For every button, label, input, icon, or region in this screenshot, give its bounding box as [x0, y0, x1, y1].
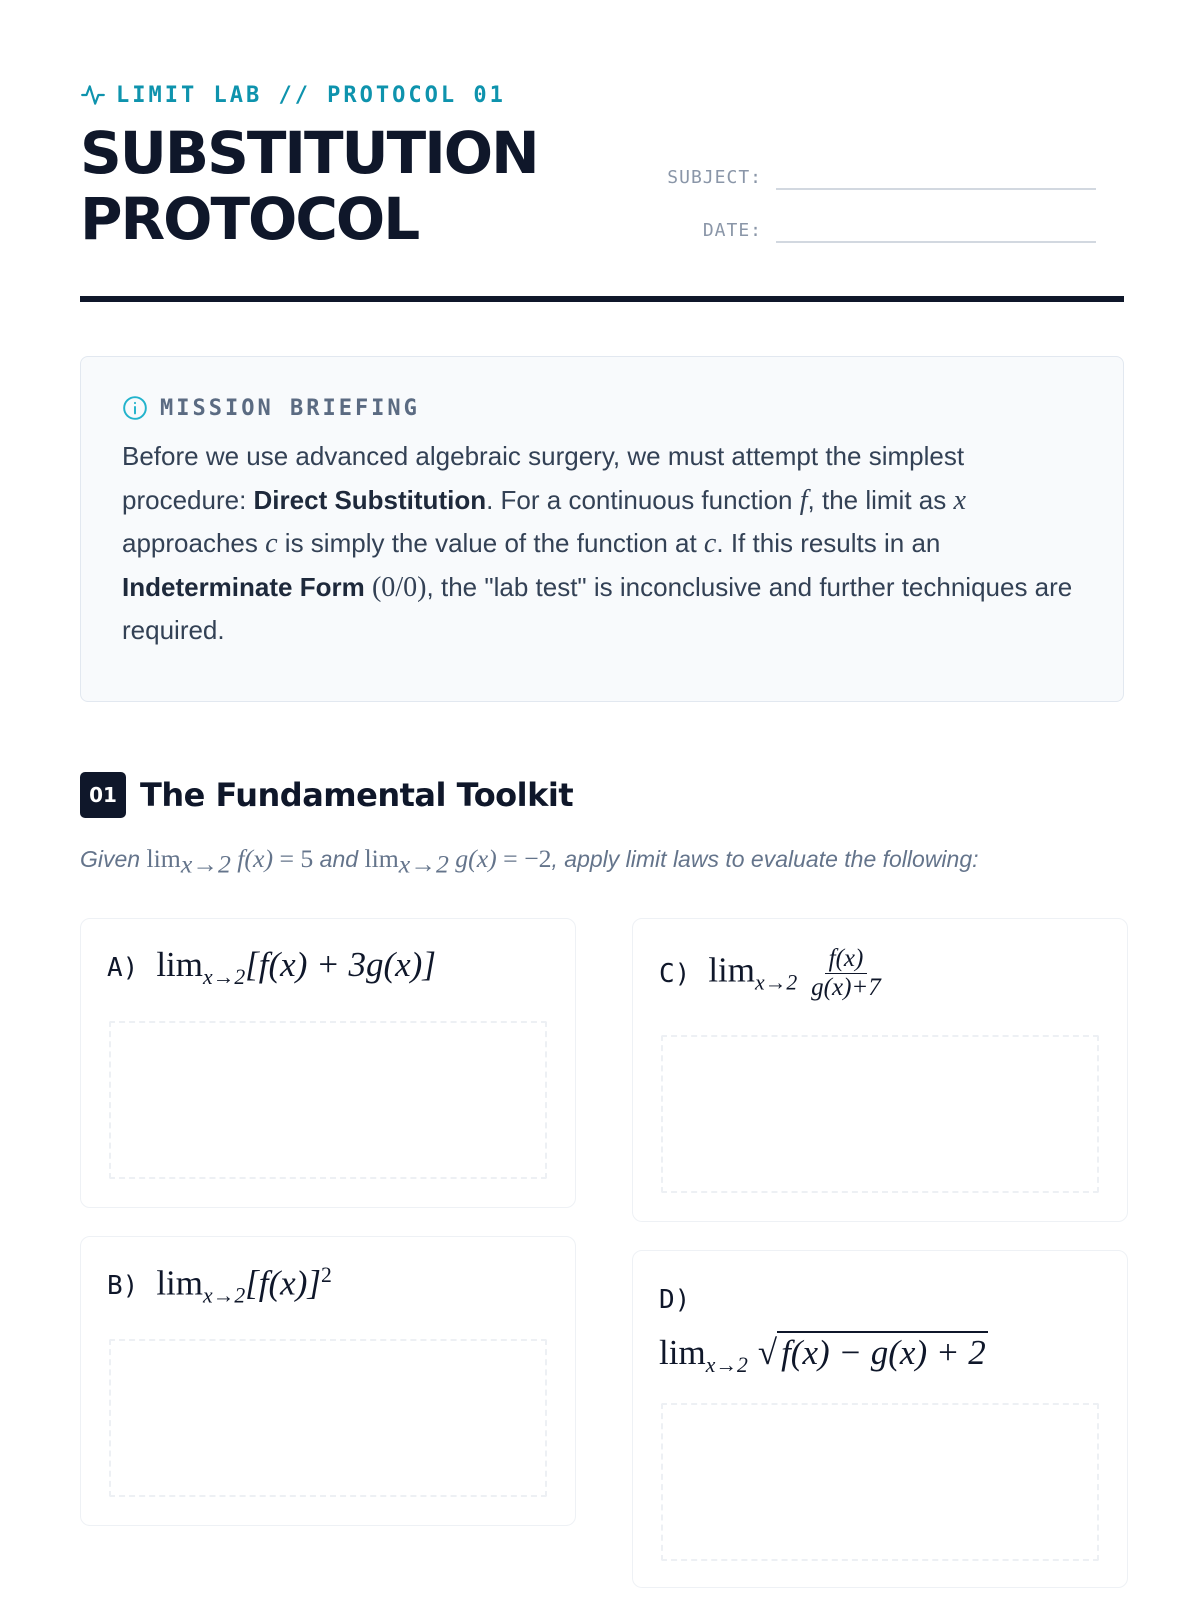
- mission-briefing: [80, 356, 1124, 702]
- problem-card-d: [632, 1250, 1128, 1588]
- problem-d-statement: [659, 1285, 988, 1378]
- eyebrow: [80, 82, 506, 108]
- briefing-text-part: Before we use advanced algebraic surgery, we must attempt the simplest procedure:: [122, 441, 965, 515]
- lim-operator: lim: [708, 950, 755, 990]
- given-text: Given: [80, 846, 147, 872]
- square-root: [758, 1333, 988, 1373]
- exponent: 2: [320, 1263, 332, 1287]
- problem-b-label: B): [107, 1270, 139, 1301]
- subject-label: SUBJECT:: [667, 167, 762, 188]
- section-title: The Fundamental Toolkit: [140, 776, 574, 814]
- fraction-numerator: f(x): [825, 945, 868, 974]
- title-line-1: SUBSTITUTION: [80, 119, 538, 187]
- fraction: [807, 945, 885, 1002]
- title-line-2: PROTOCOL: [80, 185, 419, 253]
- answer-box-c[interactable]: [661, 1035, 1099, 1193]
- lim-operator: lim: [156, 1263, 203, 1303]
- lim-subscript: x→2: [203, 1283, 246, 1308]
- function-term: f(x): [237, 844, 274, 873]
- subject-field[interactable]: [776, 160, 1096, 190]
- math-variable: f: [799, 484, 808, 516]
- answer-box-d[interactable]: [661, 1403, 1099, 1561]
- date-field[interactable]: [776, 213, 1096, 243]
- lim-subscript: x→2: [180, 849, 231, 879]
- problem-card-a: [80, 918, 576, 1208]
- math-variable: x: [953, 484, 966, 516]
- problem-a-label: A): [107, 952, 139, 983]
- section-header: [80, 772, 573, 818]
- briefing-text-part: , the "lab test" is inconclusive and further techniques are required.: [122, 571, 1073, 645]
- subject-row: [667, 160, 1096, 190]
- briefing-text-part: approaches: [122, 528, 266, 558]
- problem-card-c: [632, 918, 1128, 1222]
- indeterminate-form-math: (0/0): [371, 571, 427, 603]
- problem-card-b: [80, 1236, 576, 1526]
- briefing-text: [122, 435, 1083, 653]
- lim-subscript: x→2: [203, 965, 246, 989]
- function-term: g(x): [455, 844, 497, 873]
- limit-body: [f(x)]: [245, 1263, 321, 1303]
- briefing-text-part: , the limit as: [807, 484, 954, 515]
- lim-subscript: x→2: [398, 849, 449, 879]
- date-row: [703, 213, 1096, 243]
- eyebrow-text: LIMIT LAB // PROTOCOL 01: [116, 82, 506, 108]
- problem-d-expression: [659, 1333, 988, 1377]
- fraction-denominator: g(x)+7: [811, 974, 881, 1001]
- lim-operator: lim: [146, 844, 181, 873]
- problem-d-label: D): [659, 1285, 691, 1315]
- lim-subscript: x→2: [705, 1353, 748, 1377]
- problem-a-statement: [107, 945, 436, 990]
- given-text: , apply limit laws to evaluate the following:: [551, 846, 979, 872]
- briefing-text-part: [365, 572, 372, 602]
- briefing-text-part: . For a continuous function: [486, 484, 800, 515]
- pulse-icon: [80, 82, 106, 108]
- problem-c-label: C): [659, 958, 691, 989]
- radicand: f(x) − g(x) + 2: [777, 1331, 988, 1372]
- lim-subscript: x→2: [755, 970, 798, 995]
- briefing-text-part: . If this results in an: [716, 528, 941, 558]
- direct-substitution-term: Direct Substitution: [253, 484, 487, 515]
- page-title: [80, 120, 538, 252]
- equals-value: = 5: [273, 844, 314, 873]
- limit-body: [f(x) + 3g(x)]: [245, 945, 436, 984]
- problem-a-expression: [156, 945, 436, 990]
- lim-operator: lim: [156, 945, 203, 984]
- date-label: DATE:: [702, 220, 762, 241]
- radical-sign: √: [757, 1333, 778, 1372]
- given-statement: [80, 844, 979, 880]
- problem-b-statement: [107, 1263, 332, 1309]
- answer-box-b[interactable]: [109, 1339, 547, 1497]
- math-variable: c: [703, 528, 717, 559]
- info-icon: [122, 395, 148, 421]
- problem-c-expression: [708, 945, 884, 1002]
- briefing-text-part: is simply the value of the function at: [277, 528, 704, 558]
- answer-box-a[interactable]: [109, 1021, 547, 1179]
- indeterminate-form-term: Indeterminate Form: [122, 571, 365, 602]
- briefing-heading-text: MISSION BRIEFING: [160, 395, 420, 421]
- equals-value: = −2: [496, 844, 552, 873]
- briefing-heading: [122, 395, 1083, 421]
- given-text: and: [313, 846, 365, 872]
- problem-b-expression: [156, 1263, 332, 1309]
- section-number-badge: 01: [80, 772, 126, 818]
- math-variable: c: [265, 528, 278, 559]
- header-divider: [80, 296, 1124, 302]
- lim-operator: lim: [364, 844, 399, 873]
- problem-c-statement: [659, 945, 885, 1002]
- lim-operator: lim: [659, 1333, 706, 1372]
